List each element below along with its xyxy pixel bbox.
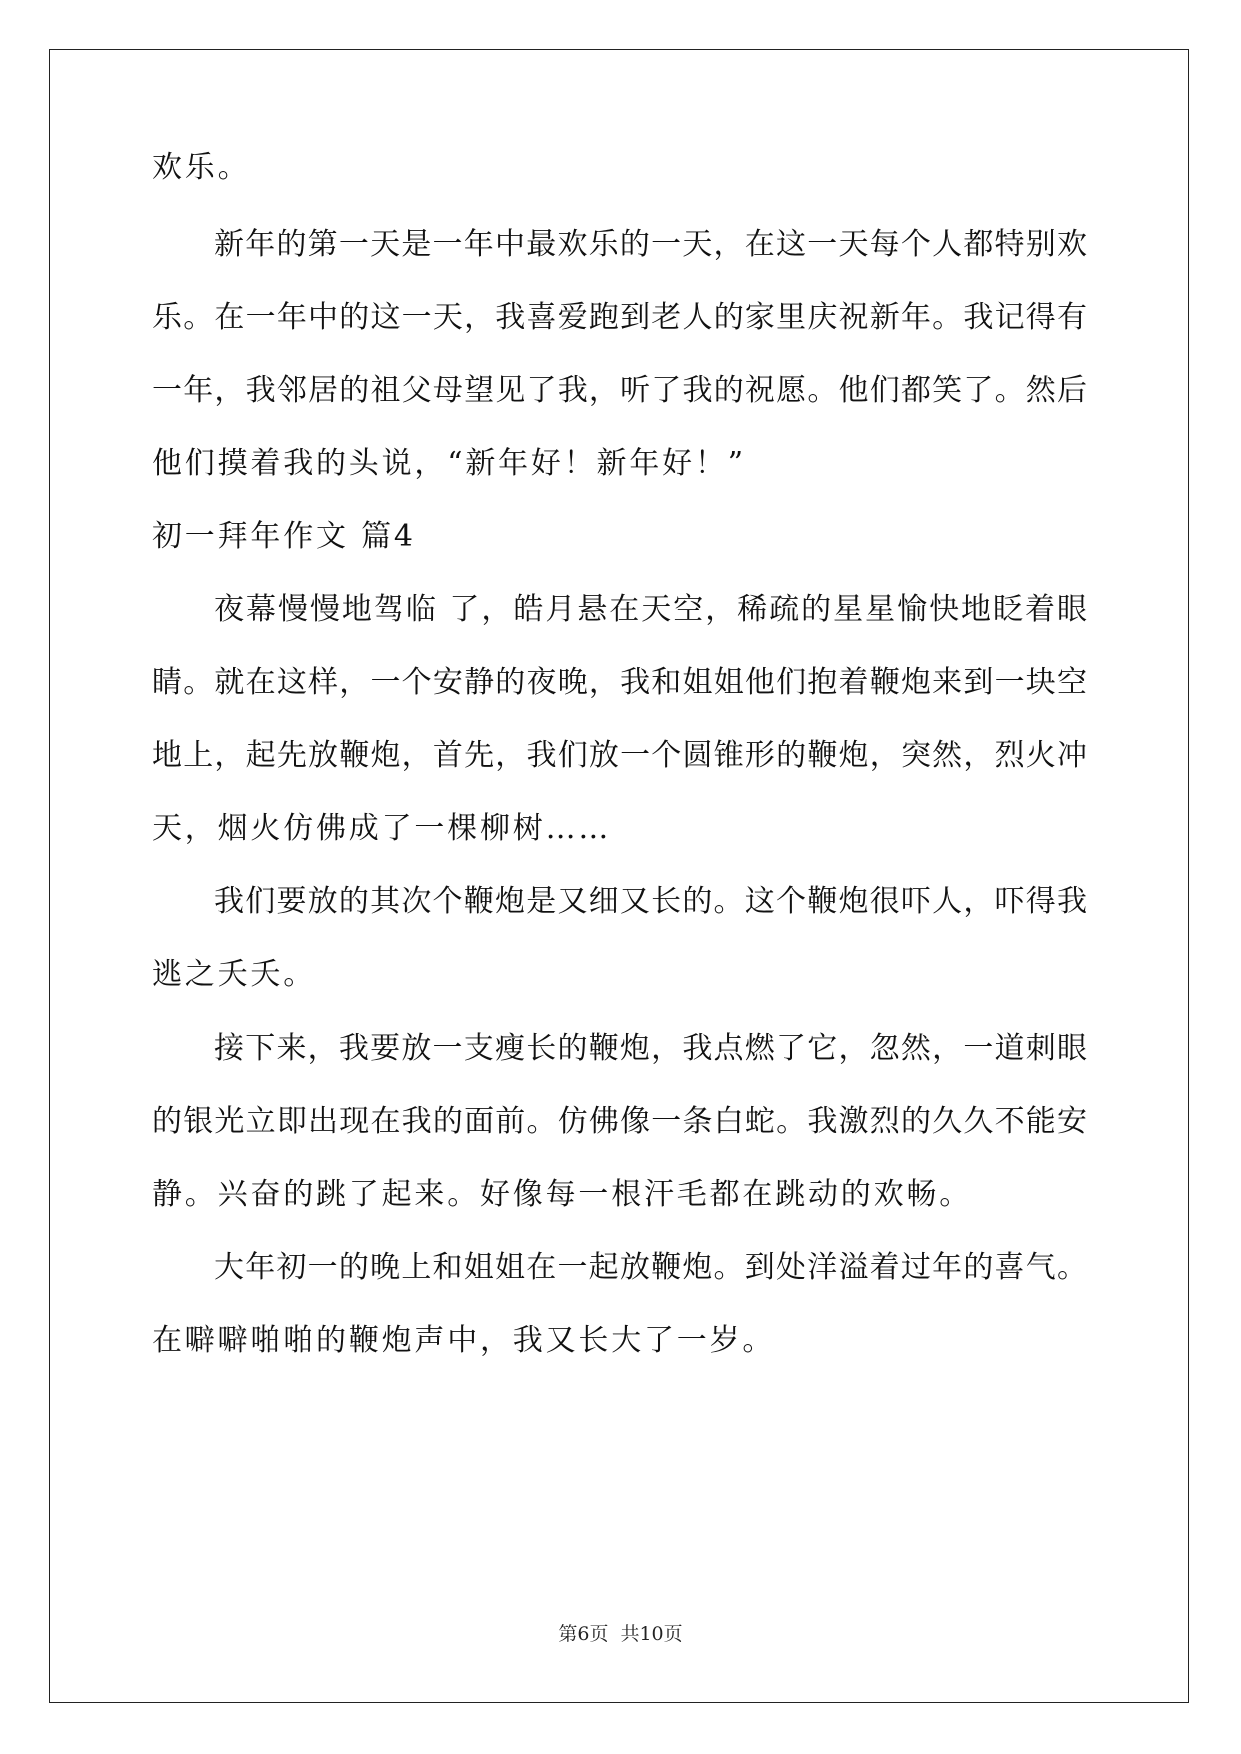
paragraph-first-line: 我们要放的其次个鞭炮是又细又长的。这个鞭炮很吓人，吓得我 [214, 884, 1087, 919]
paragraph-first-line: 接下来，我要放一支瘦长的鞭炮，我点燃了它，忽然，一道刺眼 [214, 1031, 1087, 1066]
text-line: 睛。就在这样，一个安静的夜晚，我和姐姐他们抱着鞭炮来到一块空 [152, 665, 1087, 700]
page-footer [0, 1622, 1241, 1646]
text-line: 欢乐。 [152, 150, 251, 185]
paragraph-first-line: 新年的第一天是一年中最欢乐的一天，在这一天每个人都特别欢 [214, 227, 1087, 262]
text-line: 他们摸着我的头说，“新年好！新年好！” [152, 446, 746, 481]
text-line: 乐。在一年中的这一天，我喜爱跑到老人的家里庆祝新年。我记得有 [152, 300, 1087, 335]
text-line: 静。兴奋的跳了起来。好像每一根汗毛都在跳动的欢畅。 [152, 1177, 972, 1212]
page-total: 共10页 [620, 1623, 683, 1645]
text-line: 一年，我邻居的祖父母望见了我，听了我的祝愿。他们都笑了。然后 [152, 373, 1087, 408]
text-line: 逃之夭夭。 [152, 957, 316, 992]
paragraph-first-line: 大年初一的晚上和姐姐在一起放鞭炮。到处洋溢着过年的喜气。 [214, 1250, 1087, 1285]
text-line: 地上，起先放鞭炮，首先，我们放一个圆锥形的鞭炮，突然，烈火冲 [152, 738, 1087, 773]
text-line: 天，烟火仿佛成了一棵柳树…… [152, 811, 612, 846]
text-line: 的银光立即出现在我的面前。仿佛像一条白蛇。我激烈的久久不能安 [152, 1104, 1087, 1139]
section-heading: 初一拜年作文 篇4 [152, 519, 416, 554]
paragraph-first-line: 夜幕慢慢地驾临 了，皓月悬在天空，稀疏的星星愉快地眨着眼 [214, 592, 1087, 627]
page-number: 第6页 [558, 1623, 609, 1645]
text-line: 在噼噼啪啪的鞭炮声中，我又长大了一岁。 [152, 1323, 776, 1358]
